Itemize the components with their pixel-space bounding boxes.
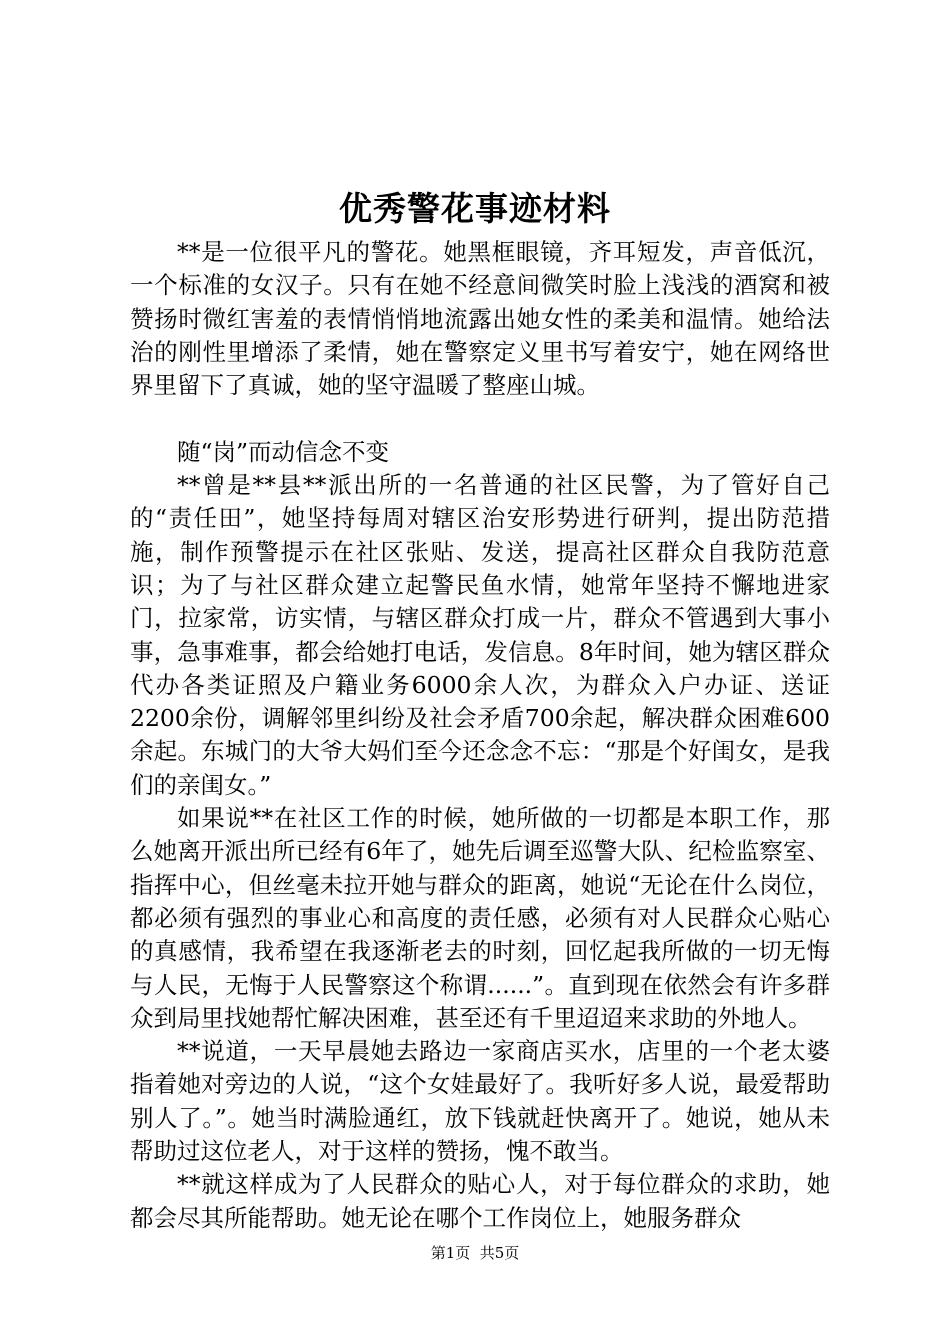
paragraph-closing: **就这样成为了人民群众的贴心人，对于每位群众的求助，她都会尽其所能帮助。她无论在哪个工作岗位上，她服务群众: [130, 1170, 830, 1232]
document-body: [130, 236, 830, 1235]
document-title: 优秀警花事迹材料: [339, 189, 611, 228]
paragraph-career: 如果说**在社区工作的时候，她所做的一切都是本职工作，那么她离开派出所已经有6年了，她先后调至巡警大队、纪检监察室、指挥中心，但丝毫未拉开她与群众的距离，她说“无论在什么岗位，都必须有强烈的事业心和高度的责任感，必须有对人民群众心贴心的真感情，我希望在我逐渐老去的时刻，回忆起我所做的一切无悔与人民，无悔于人民警察这个称谓......”。直到现在依然会有许多群众到局里找她帮忙解决困难，甚至还有千里迢迢来求助的外地人。: [130, 804, 830, 1032]
paragraph-intro: **是一位很平凡的警花。她黑框眼镜，齐耳短发，声音低沉，一个标准的女汉子。只有在她不经意间微笑时脸上浅浅的酒窝和被赞扬时微红害羞的表情悄悄地流露出她女性的柔美和温情。她给法治的刚性里增添了柔情，她在警察定义里书写着安宁，她在网络世界里留下了真诚，她的坚守温暖了整座山城。: [130, 238, 830, 400]
page-footer: [0, 1243, 950, 1263]
paragraph-community-work: **曾是**县**派出所的一名普通的社区民警，为了管好自己的“责任田”，她坚持每周对辖区治安形势进行研判，提出防范措施，制作预警提示在社区张贴、发送，提高社区群众自我防范意识；为了与社区群众建立起警民鱼水情，她常年坚持不懈地进家门，拉家常，访实情，与辖区群众打成一片，群众不管遇到大事小事，急事难事，都会给她打电话，发信息。8年时间，她为辖区群众代办各类证照及户籍业务6000余人次，为群众入户办证、送证2200余份，调解邻里纠纷及社会矛盾700余起，解决群众困难600余起。东城门的大爷大妈们至今还念念不忘：“那是个好闺女，是我们的亲闺女。”: [130, 471, 830, 799]
page-number-label: 第1页 共5页: [430, 1244, 520, 1262]
paragraph-spacer: [130, 402, 830, 435]
paragraph-anecdote: **说道，一天早晨她去路边一家商店买水，店里的一个老太婆指着她对旁边的人说，“这个女娃最好了。我听好多人说，最爱帮助别人了。”。她当时满脸通红，放下钱就赶快离开了。她说，她从未帮助过这位老人，对于这样的赞扬，愧不敢当。: [130, 1037, 830, 1166]
section-heading: 随“岗”而动信念不变: [177, 437, 390, 466]
